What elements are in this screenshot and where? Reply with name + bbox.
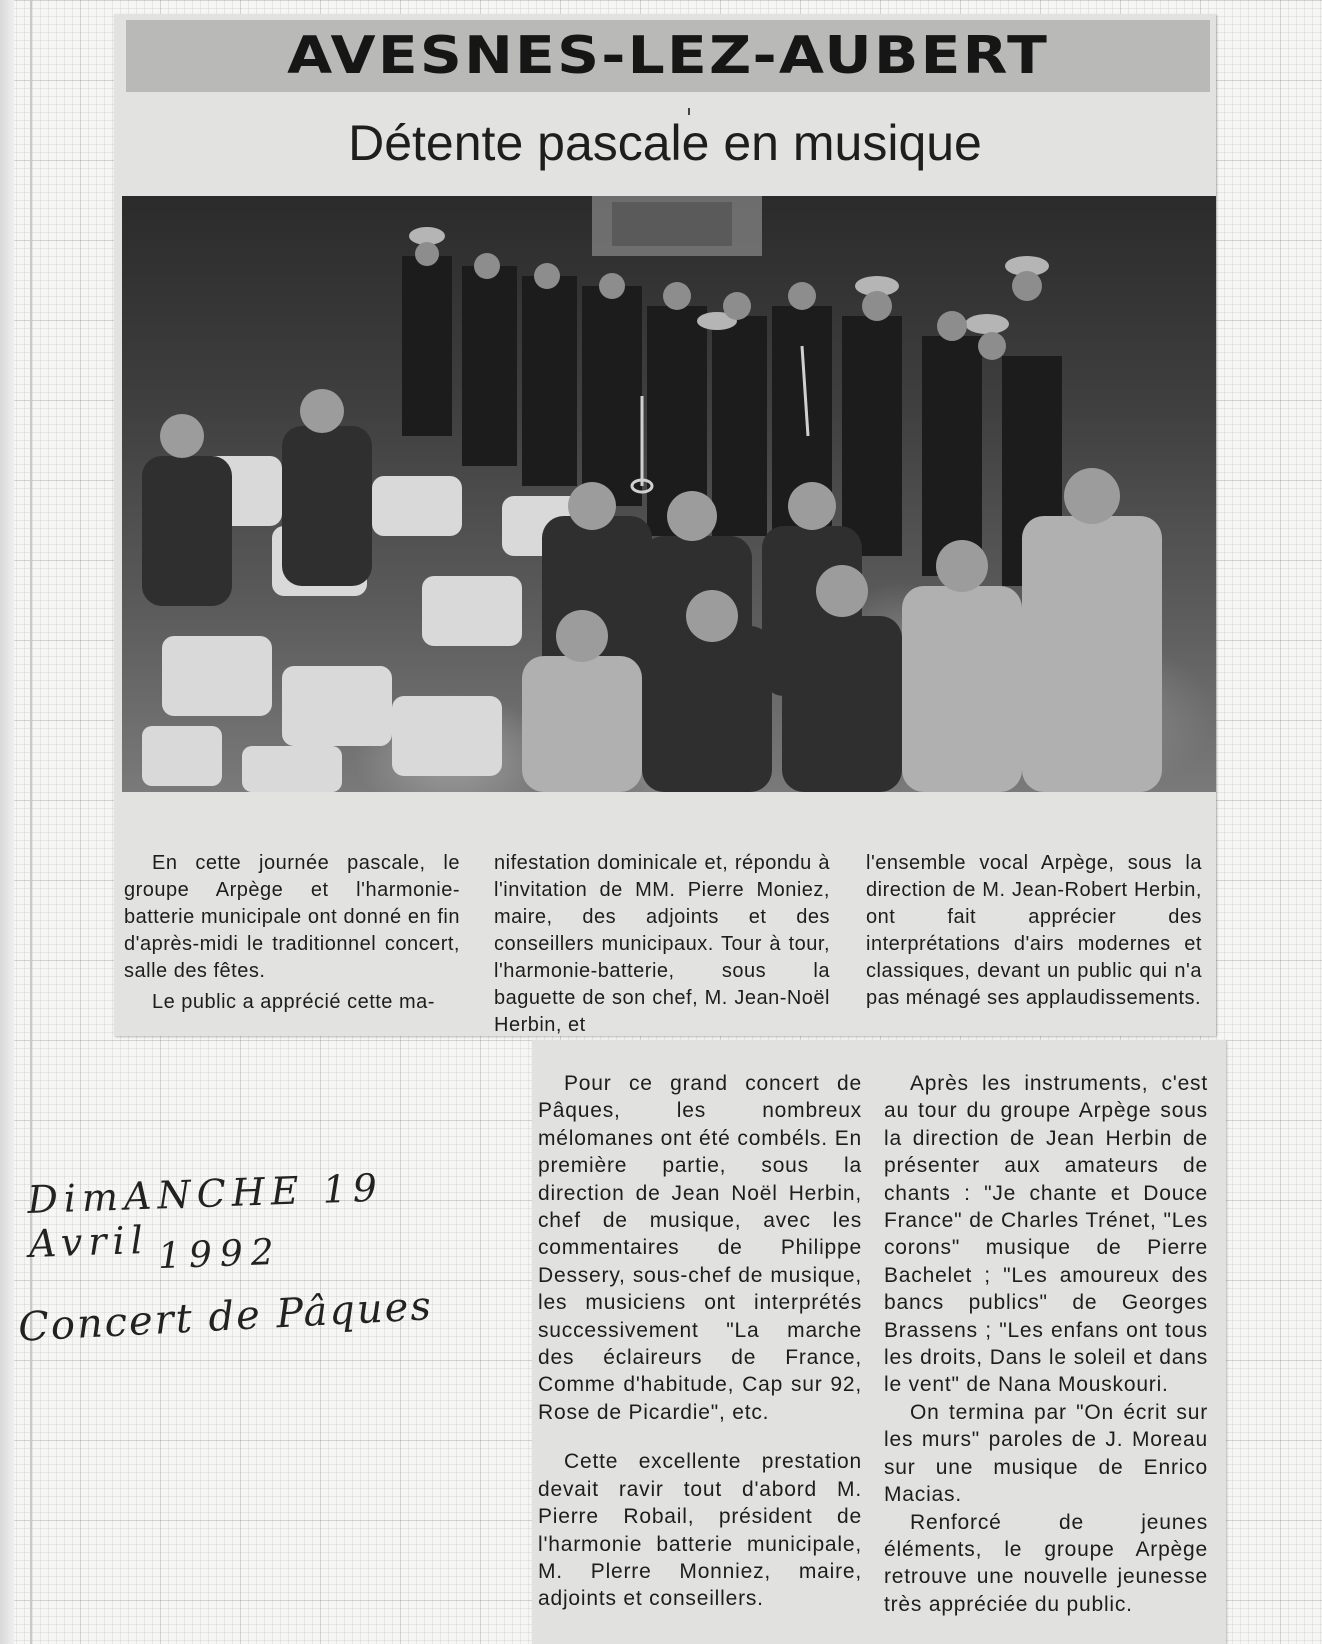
- article2-paragraph: On termina par "On écrit sur les murs" paroles de J. Moreau sur une musique de Enrico Macias.: [884, 1400, 1208, 1507]
- article2-column-2: [884, 1070, 1208, 1618]
- margin-line: [30, 0, 32, 1644]
- newspaper-clipping-bottom: [532, 1040, 1226, 1644]
- article-paragraph: Le public a apprécié cette ma-: [152, 991, 435, 1013]
- article2-paragraph: Cette excellente prestation devait ravir tout d'abord M. Pierre Robail, président de l'harmonie batterie municipale, M. Plerre Monniez, maire, adjoints et conseillers.: [538, 1450, 862, 1611]
- article-paragraph: nifestation dominicale et, répondu à l'invitation de MM. Pierre Moniez, maire, des adjoints et des conseillers municipaux. Tour à tour, l'harmonie-batterie, sous la baguette de son chef, M. Jean-Noël Herbin, et: [494, 852, 830, 1036]
- article-paragraph: l'ensemble vocal Arpège, sous la direction de M. Jean-Robert Herbin, ont fait apprécier des interprétations d'airs modernes et classiques, devant un public qui n'a pas ménagé ses applaudissements.: [866, 852, 1202, 1009]
- article2-column-1: [538, 1070, 862, 1613]
- article-column-2: [494, 850, 830, 1043]
- article-column-1: [124, 850, 460, 1020]
- article2-paragraph: Renforcé de jeunes éléments, le groupe Arpège retrouve une nouvelle jeunesse très appréciée du public.: [884, 1510, 1208, 1616]
- article-paragraph: En cette journée pascale, le groupe Arpège et l'harmonie-batterie municipale ont donné en fin d'après-midi le traditionnel concert, salle des fêtes.: [124, 852, 460, 982]
- concert-photo: [122, 196, 1216, 792]
- handwritten-date: DimANCHE 19 Avril: [26, 1165, 384, 1267]
- article2-paragraph: Après les instruments, c'est au tour du groupe Arpège sous la direction de Jean Herbin de présenter aux amateurs de chants : "Je chante et Douce France" de Charles Trénet, "Les corons" musique de Pierre Bachelet ; "Les amoureux des bancs publics" de Georges Brassens ; "Les enfans ont tous les droits, Dans le soleil et dans le vent" de Nana Mouskouri.: [884, 1072, 1208, 1397]
- newspaper-clipping-top: [114, 14, 1216, 1036]
- article2-paragraph: Pour ce grand concert de Pâques, les nombreux mélomanes ont été combéls. En première partie, sous la direction de Jean Noël Herbin, chef de musique, avec les commentaires de Philippe Dessery, sous-chef de musique, les musiciens ont interprétés successivement "La marche des éclaireurs de France, Comme d'habitude, Cap sur 92, Rose de Picardie", etc.: [538, 1072, 862, 1424]
- town-name: AVESNES-LEZ-AUBERT: [287, 26, 1049, 86]
- notebook-binding: [0, 0, 14, 1644]
- handwritten-title: Concert de Pâques: [17, 1283, 434, 1351]
- town-banner: [126, 20, 1210, 92]
- article-column-3: [866, 850, 1202, 1016]
- handwritten-year: 1992: [157, 1231, 283, 1278]
- handwritten-note: [17, 1165, 488, 1370]
- article-headline: Détente pascale en musique: [348, 115, 982, 171]
- concert-photo-image: [122, 196, 1216, 792]
